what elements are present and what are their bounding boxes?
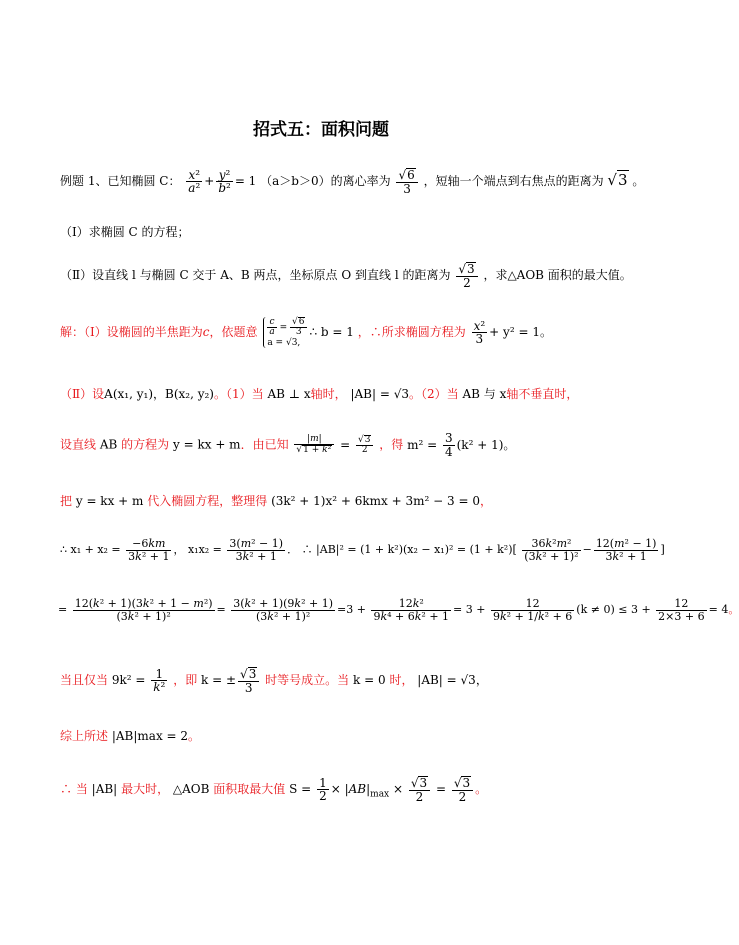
part2-text1: （Ⅱ）设直线 l 与椭圆 C 交于 A、B 两点，坐标原点 O 到直线 l 的距离为: [60, 268, 451, 283]
s9-end: 。: [475, 782, 488, 797]
s3-text2: 的方程为: [121, 437, 170, 452]
s4-eq: (3k² + 1)x² + 6kmx + 3m² − 3 = 0: [271, 494, 480, 508]
s8-end: 。: [188, 729, 201, 743]
part1-question: （Ⅰ）求椭圆 C 的方程；: [60, 225, 190, 239]
s7-text4: 时，: [389, 673, 414, 688]
s7-eq: 9k² =: [111, 673, 146, 688]
s7-text2: ，即: [173, 673, 198, 688]
s1-text: ，∴所求椭圆方程为: [357, 325, 466, 340]
s2-points: A(x₁, y₁)，B(x₂, y₂): [104, 387, 214, 401]
s4-text2: 代入椭圆方程，整理得: [147, 494, 268, 508]
s5-sum: ∴ x₁ + x₂ =: [60, 543, 121, 557]
s8-text: 综上所述: [60, 729, 109, 743]
example-mid: ，短轴一个端点到右焦点的距离为: [423, 174, 604, 189]
s2-text2: 。（1）当: [213, 387, 264, 401]
s2-cond2: AB 与 x: [462, 387, 507, 401]
s6-result: = 4: [708, 603, 729, 617]
s4-end: ，: [479, 494, 492, 508]
s9-tri: △AOB: [172, 782, 210, 797]
s7-k: k = ±: [201, 673, 237, 688]
s3-line: y = kx + m: [173, 437, 241, 452]
solution-line8: [60, 727, 200, 744]
example-end: 。: [632, 174, 645, 189]
solution-line9: ∴ 当 |AB| 最大时， △AOB 面积取最大值 S = $\frac{1}{2}$ × $|AB|_{max}$ × $\frac{√3}{2}$ = $\frac{√3}{2}$ 。: [60, 775, 488, 804]
solution-part2-line1: [60, 385, 578, 402]
s7-k0: k = 0: [353, 673, 386, 688]
s3-text3: ．由已知: [240, 437, 289, 452]
s3-text1: 设直线: [60, 437, 97, 452]
s6-cond: (k ≠ 0) ≤ 3 +: [576, 603, 651, 617]
s6-end: 。: [728, 603, 739, 617]
condition-system: $\frac{c}{a}$ = $\frac{√6}{3}$ a = √3,: [263, 317, 307, 348]
s6-eq: =: [58, 603, 68, 617]
s9-eq: S =: [289, 782, 312, 797]
example-statement: 例题 1、已知椭圆 C： $\frac{\text{x²}}{\text{a²}}$ + $\frac{\text{y²}}{\text{b²}}$ = 1 （a＞b＞0）的离心率为 $\frac{√6}{3}$ ，短轴一个端点到右焦点的距离为 √3 。: [60, 167, 645, 196]
s5-prod: x₁x₂ =: [187, 543, 222, 557]
s5-ab: ∴ |AB|² = (1 + k²)(x₂ − x₁)² = (1 + k²): [301, 543, 513, 557]
s3-ab: AB: [99, 437, 118, 452]
solution-line5: ∴ x₁ + x₂ = $\frac{-6km}{\text{3k² + 1}}$ ， x₁x₂ = $\frac{\text{3(m² − 1)}}{\text{3k² + 1}}$ ． ∴ |AB|² = (1 + k²)(x₂ − x₁)² = (1 + k²)[ $\frac{\text{36k²m²}}{\text{(3k² + 1)²}}$ − $\frac{\text{12(m² − 1)}}{\text{3k² + 1}}$ ]: [60, 537, 665, 563]
s6-plus: = 3 +: [453, 603, 486, 617]
s1-eq-rest: + y² = 1。: [489, 325, 552, 340]
s2-text4: 。（2）当: [409, 387, 459, 401]
solution-line7: 当且仅当 9k² = $\frac{1}{\text{k²}}$ ，即 k = ± $\frac{√3}{3}$ 时等号成立。当 k = 0 时， |AB| = √3，: [60, 666, 488, 695]
s9-text1: ∴ 当: [60, 782, 88, 797]
s4-sub: y = kx + m: [75, 494, 144, 508]
solution-part1: 解：（Ⅰ）设椭圆的半焦距为c，依题意 $\frac{c}{a}$ = $\frac{√6}{3}$ a = √3,∴ b = 1 ，∴所求椭圆方程为 $\frac{\text{x²}}{3}$ + y² = 1。: [60, 316, 552, 348]
s3-end: (k² + 1)。: [456, 437, 516, 452]
s2-eq1: |AB| = √3: [350, 387, 410, 401]
s2-text1: （Ⅱ）设: [60, 387, 105, 401]
solution-line4: [60, 492, 492, 509]
s2-cond1: AB ⊥ x: [267, 387, 311, 401]
s1-mid: ，依题意: [209, 325, 258, 340]
example-condition: （a＞b＞0）的离心率为: [260, 174, 391, 189]
s4-text1: 把: [60, 494, 73, 508]
s1-prefix: 解：（Ⅰ）设椭圆的半焦距为: [60, 325, 203, 340]
part2-text2: ，求△AOB 面积的最大值。: [483, 268, 632, 283]
s9-text2: 最大时，: [121, 782, 170, 797]
s2-text3: 轴时，: [310, 387, 347, 401]
s8-eq: |AB|max = 2: [111, 729, 189, 743]
s1-cond3: a = √3,: [267, 337, 301, 348]
s2-text5: 轴不垂直时，: [506, 387, 579, 401]
s1-b: ∴ b = 1: [309, 325, 354, 340]
s3-msq: m² =: [407, 437, 438, 452]
s7-ab: |AB| = √3: [417, 673, 476, 688]
s7-text1: 当且仅当: [60, 673, 109, 688]
s9-text3: 面积取最大值: [213, 782, 286, 797]
s7-end: ，: [475, 673, 488, 688]
solution-line3: 设直线 AB 的方程为 y = kx + m．由已知 $\frac{|m|}{\text{√1 + k²}}$ = $\frac{√3}{2}$ ，得 m² = $\frac{3}{4}$ (k² + 1)。: [60, 431, 516, 459]
solution-line6: = $\frac{\text{12(k² + 1)(3k² + 1 − m²)}}{\text{(3k² + 1)²}}$ = $\frac{\text{3(k² + 1)(9k² + 1)}}{\text{(3k² + 1)²}}$ =3 + $\frac{\text{12k²}}{\text{9k⁴ + 6k² + 1}}$ = 3 + $\frac{12}{\text{9k² + 1/k² + 6}}$ (k ≠ 0) ≤ 3 + $\frac{12}{2\times 3 + 6}$ = 4。: [58, 597, 739, 623]
page-title: 招式五：面积问题: [253, 120, 389, 140]
part2-question: （Ⅱ）设直线 l 与椭圆 C 交于 A、B 两点，坐标原点 O 到直线 l 的距离为 $\frac{√3}{2}$ ，求△AOB 面积的最大值。: [60, 262, 632, 290]
s3-text4: ，得: [379, 437, 404, 452]
s7-text3: 时等号成立。当: [265, 673, 350, 688]
example-prefix: 例题 1、已知椭圆 C：: [60, 174, 181, 189]
s9-ab: |AB|: [91, 782, 118, 797]
